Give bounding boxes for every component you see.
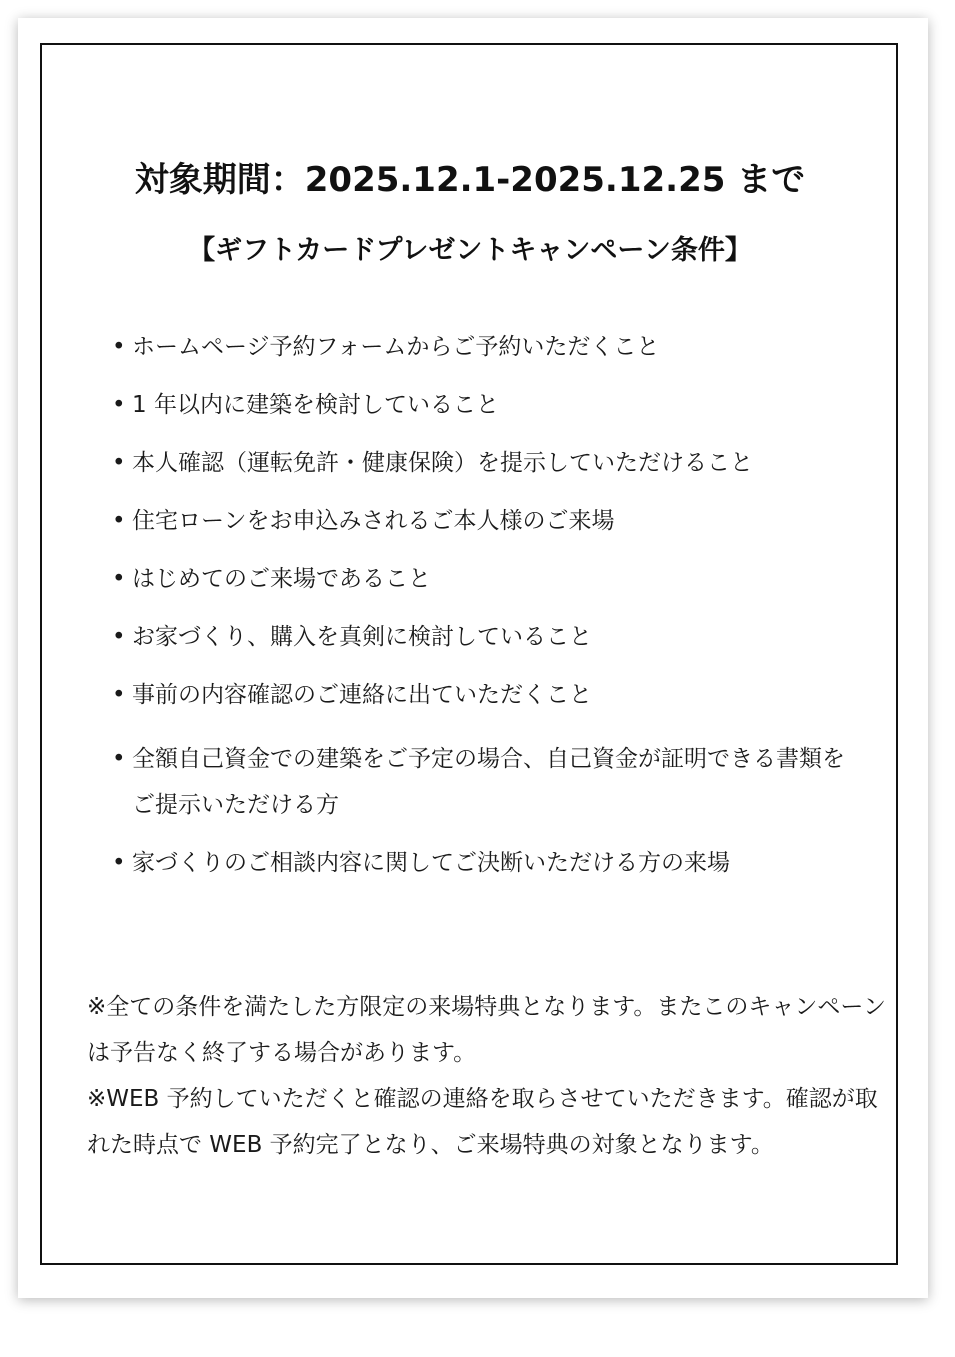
- list-item: [112, 388, 852, 422]
- list-item: [112, 846, 852, 880]
- bullet-icon: •: [112, 682, 126, 708]
- note-paragraph: ※WEB 予約していただくと確認の連絡を取らさせていただきます。確認が取れた時点で WEB 予約完了となり、ご来場特典の対象となります。: [87, 1086, 878, 1158]
- condition-text: はじめてのご来場であること: [132, 566, 431, 592]
- note-paragraph: ※全ての条件を満たした方限定の来場特典となります。またこのキャンペーンは予告なく終了する場合があります。: [87, 994, 886, 1066]
- condition-text: 1 年以内に建築を検討していること: [132, 392, 499, 418]
- campaign-conditions-heading: 【ギフトカードプレゼントキャンペーン条件】: [188, 235, 752, 266]
- notes-section: [87, 984, 887, 1168]
- list-item: [112, 446, 852, 480]
- list-item: [112, 678, 852, 712]
- condition-text: 事前の内容確認のご連絡に出ていただくこと: [132, 682, 592, 708]
- bullet-icon: •: [112, 508, 126, 534]
- campaign-period-title: 対象期間：2025.12.1-2025.12.25 まで: [134, 160, 806, 200]
- condition-text: 住宅ローンをお申込みされるご本人様のご来場: [132, 508, 615, 534]
- list-item: [112, 736, 852, 828]
- conditions-list: [112, 330, 852, 904]
- bullet-icon: •: [112, 566, 126, 592]
- condition-text: 家づくりのご相談内容に関してご決断いただける方の来場: [132, 850, 730, 876]
- bullet-icon: •: [112, 450, 126, 476]
- bullet-icon: •: [112, 392, 126, 418]
- condition-text: ホームページ予約フォームからご予約いただくこと: [132, 334, 660, 360]
- bullet-icon: •: [112, 850, 126, 876]
- list-item: [112, 504, 852, 538]
- list-item: [112, 620, 852, 654]
- bullet-icon: •: [112, 624, 126, 650]
- list-item: [112, 562, 852, 596]
- bullet-icon: •: [112, 746, 126, 772]
- condition-text: お家づくり、購入を真剣に検討していること: [132, 624, 592, 650]
- bullet-icon: •: [112, 334, 126, 360]
- condition-text: 本人確認（運転免許・健康保険）を提示していただけること: [132, 450, 753, 476]
- list-item: [112, 330, 852, 364]
- condition-text: 全額自己資金での建築をご予定の場合、自己資金が証明できる書類をご提示いただける方: [132, 746, 845, 818]
